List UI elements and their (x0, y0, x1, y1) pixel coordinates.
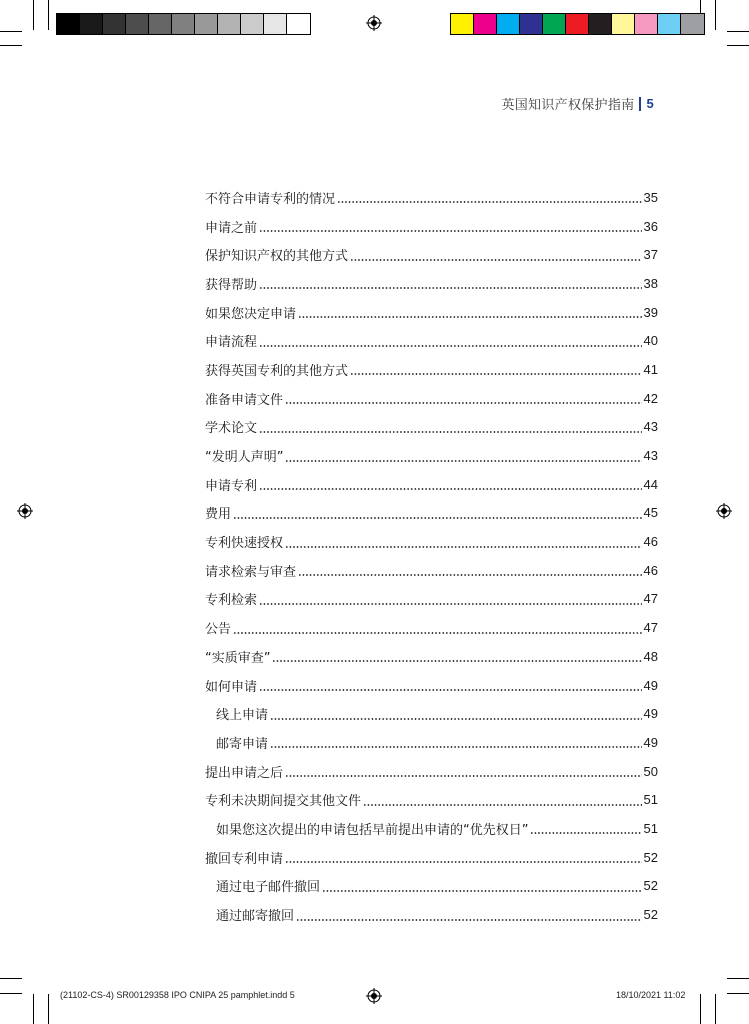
toc-leader-dots (270, 707, 642, 721)
crop-mark-top-right-h (727, 31, 749, 32)
toc-entry-title: 获得英国专利的其他方式 (205, 363, 349, 379)
toc-entry-page: 46 (643, 562, 658, 578)
toc-leader-dots (259, 276, 642, 290)
toc-entry-title: 申请流程 (205, 335, 258, 351)
running-header (501, 94, 654, 113)
toc-entry-page: 41 (643, 361, 658, 377)
toc-entry[interactable] (205, 872, 658, 901)
process-swatch (612, 14, 635, 34)
crop-mark-bottom-right-h (727, 978, 749, 979)
toc-entry-page: 52 (643, 907, 658, 923)
toc-entry[interactable] (205, 326, 658, 355)
toc-leader-dots (259, 334, 642, 348)
toc-entry-title: 如果您这次提出的申请包括早前提出申请的“优先权日” (216, 822, 529, 838)
toc-entry[interactable] (205, 728, 658, 757)
running-title: 英国知识产权保护指南 (501, 98, 635, 113)
toc-entry[interactable] (205, 298, 658, 327)
toc-entry-title: 申请专利 (205, 478, 258, 494)
process-swatch (589, 14, 612, 34)
toc-entry-page: 51 (643, 792, 658, 808)
toc-entry-page: 49 (643, 677, 658, 693)
toc-entry-title: “实质审查” (205, 650, 271, 666)
toc-leader-dots (530, 821, 641, 835)
crop-mark-top-left-v (33, 0, 34, 30)
toc-leader-dots (285, 391, 642, 405)
toc-entry-title: 撤回专利申请 (205, 851, 284, 867)
toc-entry-title: 专利检索 (205, 593, 258, 609)
toc-entry[interactable] (205, 814, 658, 843)
toc-entry-page: 35 (643, 189, 658, 205)
toc-entry-title: 费用 (205, 507, 232, 523)
toc-entry-page: 51 (643, 820, 658, 836)
toc-entry-title: 提出申请之后 (205, 765, 284, 781)
toc-entry-page: 49 (643, 706, 658, 722)
toc-entry-page: 50 (643, 763, 658, 779)
page-number: 5 (646, 96, 654, 111)
toc-entry[interactable] (205, 355, 658, 384)
toc-leader-dots (272, 649, 641, 663)
toc-entry-page: 42 (643, 390, 658, 406)
crop-mark-top-right-v2 (715, 0, 716, 30)
process-swatch (566, 14, 589, 34)
grayscale-swatch (218, 14, 241, 34)
toc-entry[interactable] (205, 843, 658, 872)
grayscale-color-bar (56, 13, 311, 35)
grayscale-swatch (195, 14, 218, 34)
toc-entry-title: 保护知识产权的其他方式 (205, 249, 349, 265)
grayscale-swatch (126, 14, 149, 34)
crop-mark-bottom-left-v2 (48, 994, 49, 1024)
process-swatch (681, 14, 704, 34)
toc-entry-title: 申请之前 (205, 220, 258, 236)
crop-mark-bottom-right-v (700, 994, 701, 1024)
toc-entry[interactable] (205, 470, 658, 499)
crop-mark-top-left-h2 (0, 31, 22, 32)
toc-entry-page: 52 (643, 878, 658, 894)
toc-entry[interactable] (205, 240, 658, 269)
toc-entry-title: 准备申请文件 (205, 392, 284, 408)
toc-entry-page: 36 (643, 218, 658, 234)
toc-leader-dots (285, 449, 641, 463)
grayscale-swatch (172, 14, 195, 34)
toc-leader-dots (350, 362, 642, 376)
crop-mark-top-right-h2 (727, 45, 749, 46)
toc-entry[interactable] (205, 785, 658, 814)
toc-entry[interactable] (205, 699, 658, 728)
toc-entry-page: 44 (643, 476, 658, 492)
grayscale-swatch (103, 14, 126, 34)
toc-entry-page: 47 (643, 620, 658, 636)
toc-leader-dots (285, 535, 642, 549)
process-swatch (635, 14, 658, 34)
toc-entry-page: 43 (643, 448, 658, 464)
toc-entry[interactable] (205, 613, 658, 642)
toc-leader-dots (270, 735, 642, 749)
toc-leader-dots (296, 908, 642, 922)
toc-entry-title: 获得帮助 (205, 277, 258, 293)
toc-entry[interactable] (205, 212, 658, 241)
grayscale-swatch (149, 14, 172, 34)
toc-entry-page: 43 (643, 419, 658, 435)
toc-entry-title: 专利未决期间提交其他文件 (205, 794, 362, 810)
grayscale-swatch (287, 14, 310, 34)
toc-entry-title: 不符合申请专利的情况 (205, 191, 336, 207)
toc-leader-dots (298, 563, 642, 577)
toc-entry[interactable] (205, 900, 658, 929)
toc-entry-page: 39 (643, 304, 658, 320)
process-swatch (474, 14, 497, 34)
process-swatch (520, 14, 543, 34)
toc-entry[interactable] (205, 183, 658, 212)
toc-entry-title: 公告 (205, 622, 232, 638)
toc-entry[interactable] (205, 269, 658, 298)
crop-mark-bottom-right-h2 (727, 993, 749, 994)
toc-entry-page: 48 (643, 648, 658, 664)
toc-leader-dots (363, 793, 642, 807)
registration-mark-icon (366, 988, 382, 1004)
toc-entry-title: 专利快速授权 (205, 536, 284, 552)
toc-entry-title: 线上申请 (216, 708, 269, 724)
slug-date-time: 18/10/2021 11:02 (616, 990, 686, 1000)
toc-leader-dots (350, 248, 642, 262)
toc-entry-page: 37 (643, 247, 658, 263)
table-of-contents (205, 183, 658, 929)
toc-entry[interactable] (205, 556, 658, 585)
toc-leader-dots (259, 592, 642, 606)
toc-entry-title: 通过电子邮件撤回 (216, 880, 321, 896)
slug-file-info: (21102-CS-4) SR00129358 IPO CNIPA 25 pamphlet.indd 5 (60, 990, 295, 1000)
crop-mark-bottom-left-h2 (0, 993, 22, 994)
crop-mark-bottom-left-v (33, 994, 34, 1024)
registration-mark-icon (366, 15, 382, 31)
grayscale-swatch (264, 14, 287, 34)
toc-leader-dots (285, 850, 642, 864)
header-separator (639, 97, 641, 111)
toc-entry-page: 38 (643, 275, 658, 291)
grayscale-swatch (241, 14, 264, 34)
process-swatch (543, 14, 566, 34)
toc-entry-page: 52 (643, 849, 658, 865)
toc-entry-page: 46 (643, 534, 658, 550)
toc-leader-dots (259, 420, 642, 434)
toc-entry[interactable] (205, 499, 658, 528)
toc-entry[interactable] (205, 441, 658, 470)
crop-mark-top-left-h (0, 45, 22, 46)
toc-entry[interactable] (205, 642, 658, 671)
toc-entry-title: 如果您决定申请 (205, 306, 297, 322)
crop-mark-bottom-left-h (0, 978, 22, 979)
toc-leader-dots (259, 678, 642, 692)
process-swatch (451, 14, 474, 34)
process-color-bar (450, 13, 705, 35)
crop-mark-top-left-v2 (48, 0, 49, 30)
registration-mark-icon (17, 503, 33, 519)
toc-entry-title: 如何申请 (205, 679, 258, 695)
toc-entry[interactable] (205, 384, 658, 413)
toc-entry[interactable] (205, 757, 658, 786)
toc-leader-dots (259, 219, 642, 233)
grayscale-swatch (57, 14, 80, 34)
toc-leader-dots (322, 879, 642, 893)
toc-leader-dots (285, 764, 642, 778)
crop-mark-bottom-right-v2 (715, 994, 716, 1024)
grayscale-swatch (80, 14, 103, 34)
toc-entry[interactable] (205, 585, 658, 614)
registration-mark-icon (716, 503, 732, 519)
toc-entry-title: 请求检索与审查 (205, 564, 297, 580)
toc-entry-title: “发明人声明” (205, 450, 284, 466)
toc-leader-dots (259, 477, 642, 491)
toc-entry-page: 40 (643, 333, 658, 349)
toc-leader-dots (233, 506, 642, 520)
toc-entry-page: 49 (643, 734, 658, 750)
toc-entry-title: 学术论文 (205, 421, 258, 437)
toc-leader-dots (337, 190, 642, 204)
toc-entry[interactable] (205, 671, 658, 700)
toc-leader-dots (298, 305, 642, 319)
process-swatch (497, 14, 520, 34)
toc-entry-page: 45 (643, 505, 658, 521)
toc-entry[interactable] (205, 413, 658, 442)
toc-entry-title: 通过邮寄撤回 (216, 909, 295, 925)
toc-entry-page: 47 (643, 591, 658, 607)
toc-leader-dots (233, 621, 642, 635)
toc-entry[interactable] (205, 527, 658, 556)
toc-entry-title: 邮寄申请 (216, 736, 269, 752)
process-swatch (658, 14, 681, 34)
